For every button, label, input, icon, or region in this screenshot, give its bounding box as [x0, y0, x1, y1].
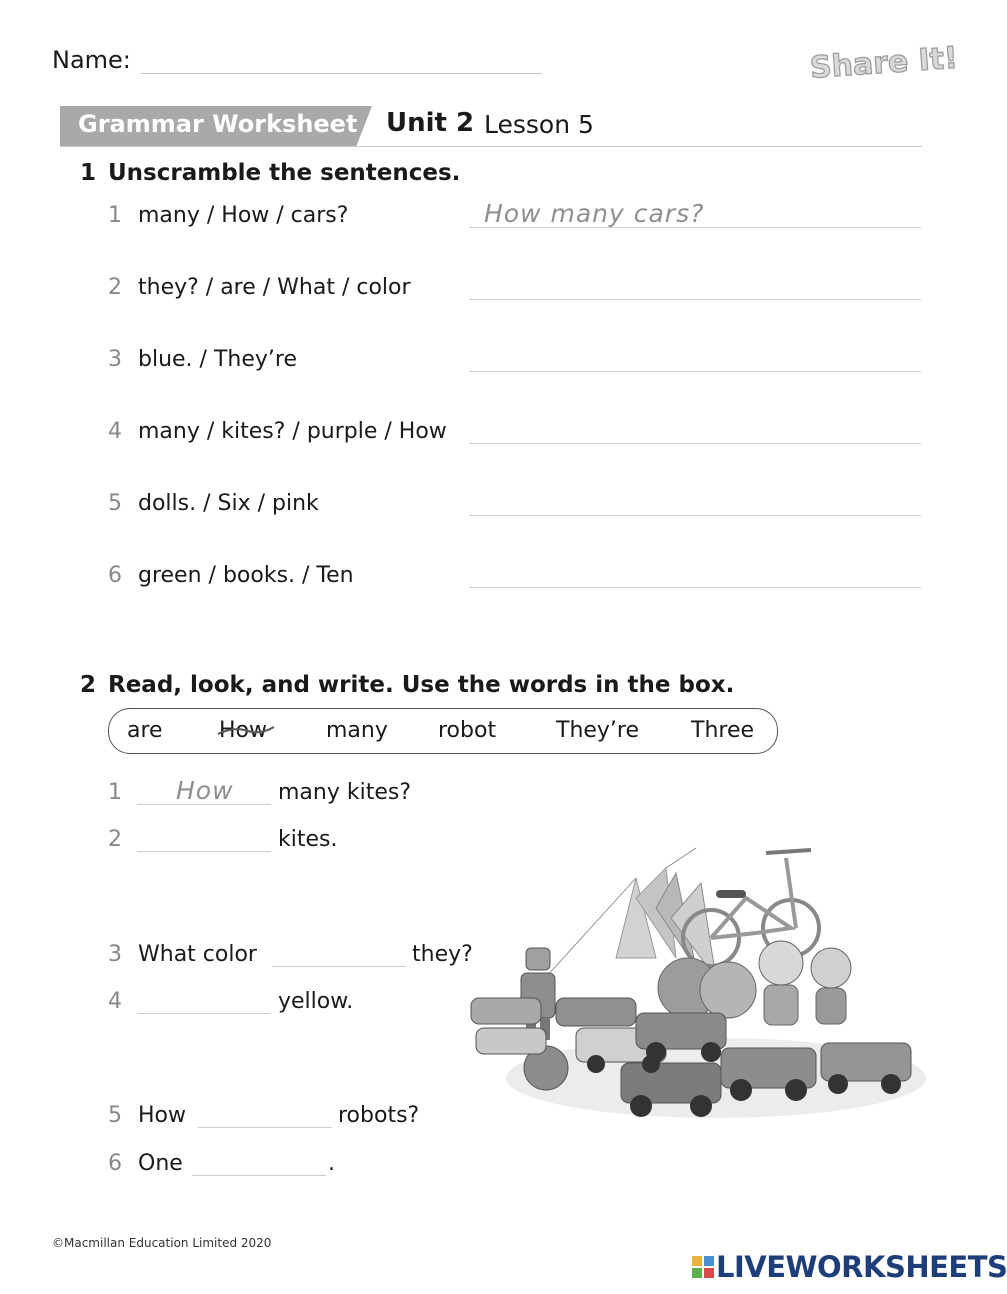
liveworksheets-brand[interactable]: LIVEWORKSHEETS [716, 1250, 1007, 1284]
item-number: 3 [108, 347, 122, 372]
svg-text:Share It!: Share It! [808, 40, 959, 86]
section1-number: 1 [80, 160, 97, 186]
scrambled-text: blue. / They’re [138, 347, 297, 372]
answer-line[interactable] [469, 299, 921, 300]
answer-line[interactable] [469, 443, 921, 444]
lesson-title: Lesson 5 [484, 110, 594, 139]
sentence-after: kites. [278, 827, 338, 852]
word-box-word: are [127, 718, 163, 743]
item-number: 3 [108, 942, 122, 967]
item-number: 5 [108, 1103, 122, 1128]
scrambled-text: many / How / cars? [138, 203, 349, 228]
word-box-word-crossed: How [219, 718, 267, 743]
item-number: 1 [108, 203, 122, 228]
answer-blank[interactable] [137, 804, 271, 805]
item-number: 2 [108, 275, 122, 300]
sentence-after: many kites? [278, 780, 412, 805]
word-box-word: many [326, 718, 388, 743]
unit-title: Unit 2 [386, 108, 475, 138]
answer-text: How many cars? [484, 199, 705, 228]
answer-blank[interactable] [137, 1013, 271, 1014]
scrambled-text: dolls. / Six / pink [138, 491, 319, 516]
sentence-before: How [138, 1103, 186, 1128]
scrambled-text: they? / are / What / color [138, 275, 411, 300]
sentence-before: One [138, 1151, 183, 1176]
section2-number: 2 [80, 672, 97, 698]
item-number: 4 [108, 419, 122, 444]
section2-title: Read, look, and write. Use the words in the box. [108, 672, 735, 698]
item-number: 1 [108, 780, 122, 805]
answer-blank[interactable] [272, 966, 406, 967]
answer-blank[interactable] [192, 1175, 326, 1176]
sentence-after: . [328, 1151, 335, 1176]
liveworksheets-logo-icon [692, 1256, 714, 1278]
sentence-after: robots? [338, 1103, 420, 1128]
word-box-word: They’re [556, 718, 640, 743]
answer-blank[interactable] [198, 1127, 332, 1128]
item-number: 5 [108, 491, 122, 516]
strike-mark [214, 720, 278, 742]
item-number: 4 [108, 989, 122, 1014]
share-it-logo [806, 40, 959, 86]
item-number: 6 [108, 1151, 122, 1176]
word-box-word: Three [691, 718, 755, 743]
scrambled-text: green / books. / Ten [138, 563, 354, 588]
answer-line[interactable] [469, 227, 921, 228]
scrambled-text: many / kites? / purple / How [138, 419, 447, 444]
answer-line[interactable] [469, 371, 921, 372]
answer-blank[interactable] [137, 851, 271, 852]
copyright-text: ©Macmillan Education Limited 2020 [52, 1236, 272, 1250]
word-box-word: robot [438, 718, 497, 743]
section1-title: Unscramble the sentences. [108, 160, 461, 186]
name-label: Name: [52, 46, 131, 74]
toys-illustration [466, 838, 930, 1128]
answer-line[interactable] [469, 587, 921, 588]
header-rule [60, 146, 922, 147]
answer-line[interactable] [469, 515, 921, 516]
item-number: 6 [108, 563, 122, 588]
sentence-before: What color [138, 942, 257, 967]
grammar-worksheet-label: Grammar Worksheet [78, 110, 358, 138]
name-input-line[interactable] [140, 73, 542, 74]
sentence-after: yellow. [278, 989, 354, 1014]
answer-text: How [176, 776, 234, 805]
item-number: 2 [108, 827, 122, 852]
sentence-after: they? [412, 942, 473, 967]
